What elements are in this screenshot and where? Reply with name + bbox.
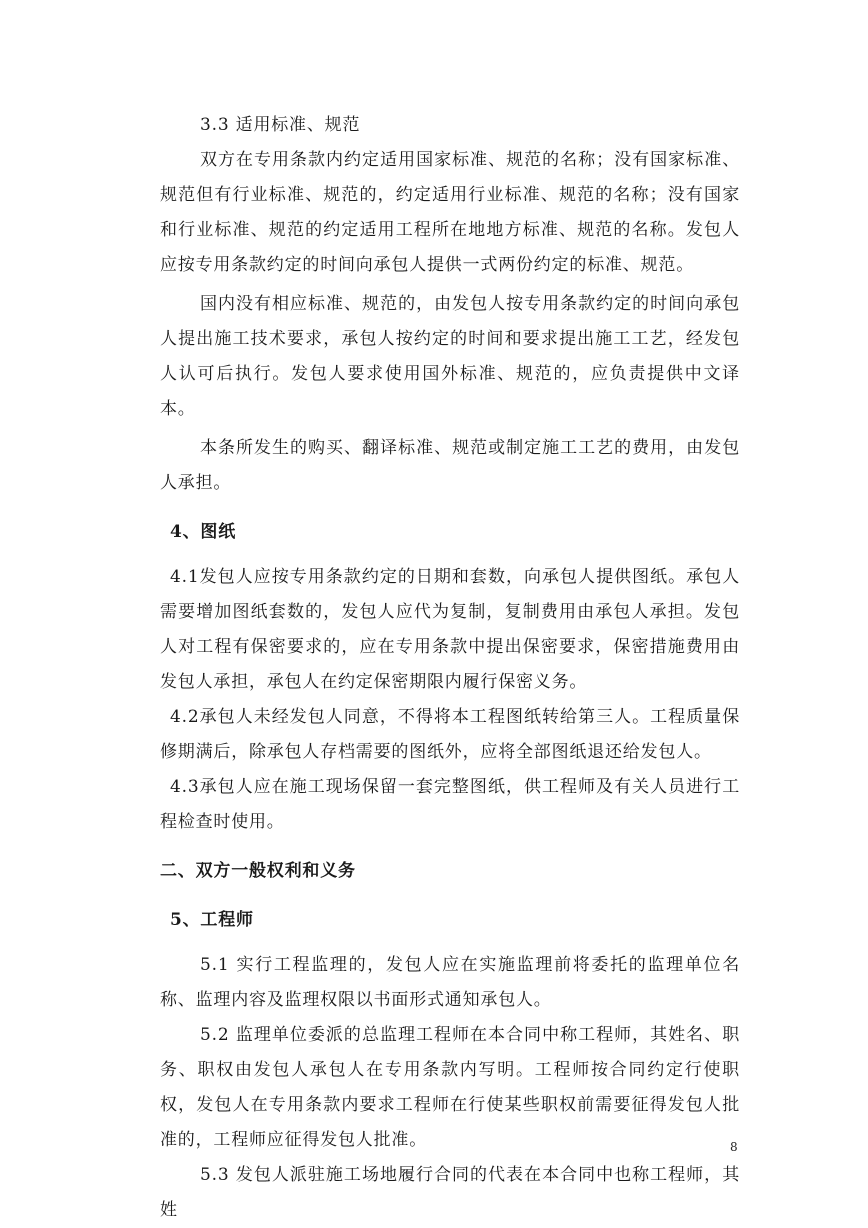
section-5-1-paragraph: 5.1 实行工程监理的，发包人应在实施监理前将委托的监理单位名称、监理内容及监理权限以书面形式通知承包人。 — [160, 955, 740, 1010]
section-3-3-paragraph-3: 本条所发生的购买、翻译标准、规范或制定施工工艺的费用，由发包人承担。 — [160, 438, 740, 493]
section-5-2-paragraph: 5.2 监理单位委派的总监理工程师在本合同中称工程师，其姓名、职务、职权由发包人承包人在专用条款内写明。工程师按合同约定行使职权，发包人在专用条款内要求工程师在行使某些职权前需要征得发包人批准的，工程师应征得发包人批准。 — [160, 1025, 740, 1150]
document-body — [160, 108, 740, 1228]
section-4-1-paragraph: 4.1发包人应按专用条款约定的日期和套数，向承包人提供图纸。承包人需要增加图纸套数的，发包人应代为复制，复制费用由承包人承担。发包人对工程有保密要求的，应在专用条款中提出保密要求，保密措施费用由发包人承担，承包人在约定保密期限内履行保密义务。 — [160, 567, 740, 692]
section-3-3-title: 3.3 适用标准、规范 — [200, 115, 361, 135]
section-4-3-paragraph: 4.3承包人应在施工现场保留一套完整图纸，供工程师及有关人员进行工程检查时使用。 — [160, 777, 740, 832]
section-5-3-paragraph: 5.3 发包人派驻施工场地履行合同的代表在本合同中也称工程师，其姓 — [160, 1165, 740, 1220]
section-4-heading: 4、图纸 — [170, 522, 237, 542]
section-5-heading: 5、工程师 — [170, 910, 254, 930]
section-3-3-paragraph-2: 国内没有相应标准、规范的，由发包人按专用条款约定的时间向承包人提出施工技术要求，承包人按约定的时间和要求提出施工工艺，经发包人认可后执行。发包人要求使用国外标准、规范的，应负责提供中文译本。 — [160, 294, 740, 419]
section-4-2-paragraph: 4.2承包人未经发包人同意，不得将本工程图纸转给第三人。工程质量保修期满后，除承包人存档需要的图纸外，应将全部图纸退还给发包人。 — [160, 707, 740, 762]
section-3-3-paragraph-1: 双方在专用条款内约定适用国家标准、规范的名称；没有国家标准、规范但有行业标准、规范的，约定适用行业标准、规范的名称；没有国家和行业标准、规范的约定适用工程所在地地方标准、规范的名称。发包人应按专用条款约定的时间向承包人提供一式两份约定的标准、规范。 — [160, 150, 740, 275]
page-number: 8 — [730, 1140, 738, 1154]
part-2-heading: 二、双方一般权利和义务 — [160, 861, 356, 881]
